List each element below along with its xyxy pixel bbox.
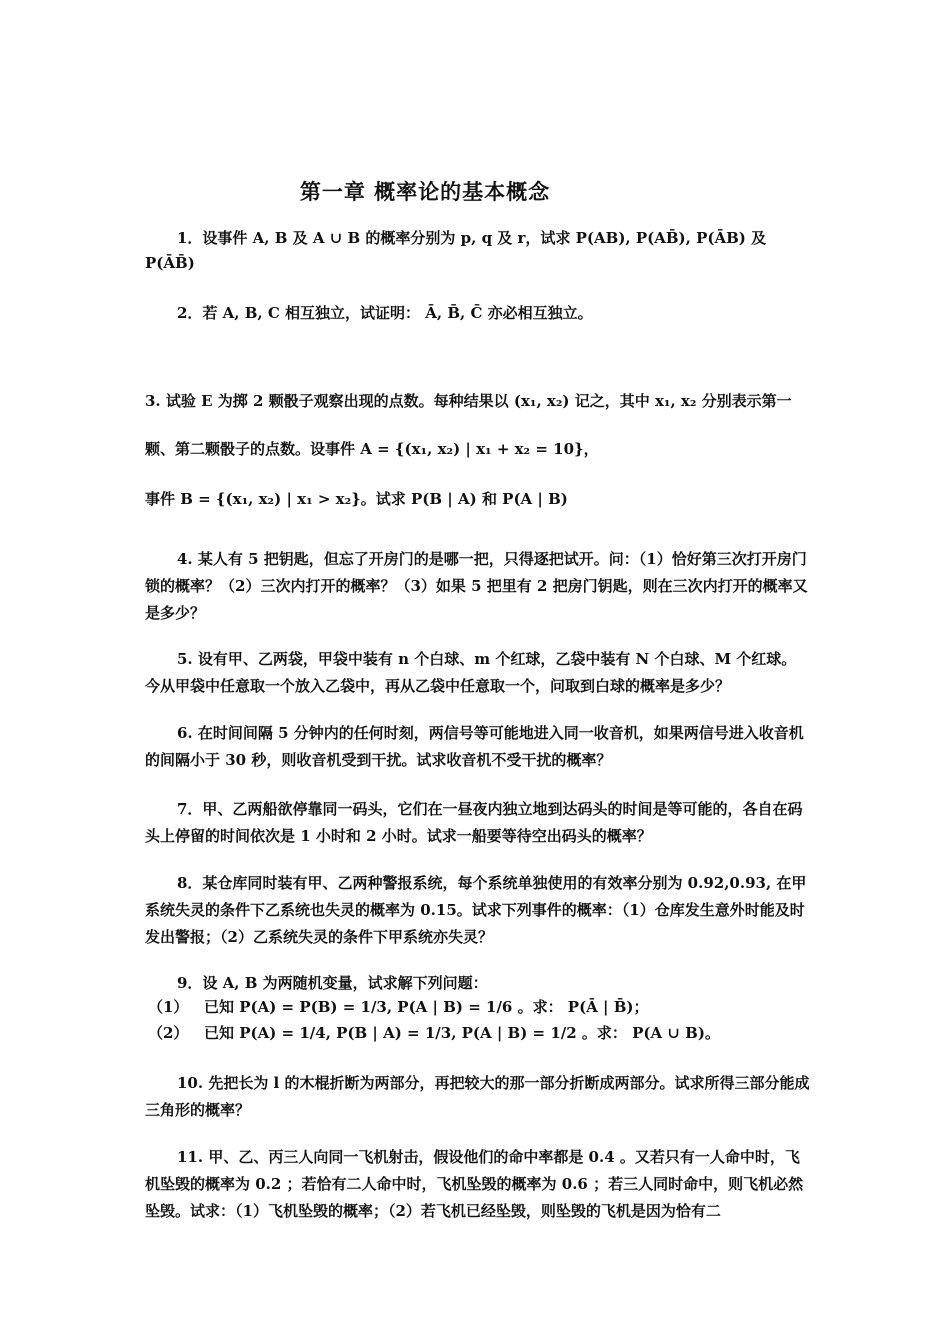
problem-11: 11. 甲、乙、丙三人向同一飞机射击，假设他们的命中率都是 0.4 。又若只有一人命中时，飞机坠毁的概率为 0.2 ；若恰有二人命中时，飞机坠毁的概率为 0.6 ；若三人同时命中，则飞机必然坠毁。试求：（1）飞机坠毁的概率；（2）若飞机已经坠毁，则坠毁的飞机是因为恰有二 [145, 1148, 804, 1220]
problem-3-line-3: 事件 B = {(x₁, x₂) | x₁ > x₂}。试求 P(B | A) 和 P(A | B) [145, 490, 568, 508]
problem-4: 4. 某人有 5 把钥匙，但忘了开房门的是哪一把，只得逐把试开。问：（1）恰好第三次打开房门锁的概率？（2）三次内打开的概率？（3）如果 5 把里有 2 把房门钥匙，则在三次内打开的概率又是多少？ [145, 550, 808, 622]
problem-9-part-1 [148, 996, 649, 1017]
problem-9-part-2 [148, 1022, 720, 1043]
part-1-label: （1） [148, 998, 189, 1016]
part-2-text: 已知 P(A) = 1/4, P(B | A) = 1/3, P(A | B) = 1/2 。求： P(A ∪ B)。 [204, 1024, 720, 1042]
problem-3-line-1: 3. 试验 E 为掷 2 颗骰子观察出现的点数。每种结果以 (x₁, x₂) 记之，其中 x₁, x₂ 分别表示第一 [145, 392, 792, 410]
chapter-title: 第一章 概率论的基本概念 [299, 179, 551, 204]
part-2-label: （2） [148, 1024, 189, 1042]
problem-10: 10. 先把长为 l 的木棍折断为两部分，再把较大的那一部分折断成两部分。试求所得三部分能成三角形的概率？ [145, 1074, 810, 1119]
problem-3-line-2: 颗、第二颗骰子的点数。设事件 A = {(x₁, x₂) | x₁ + x₂ = 10}， [145, 440, 599, 458]
problem-6: 6. 在时间间隔 5 分钟内的任何时刻，两信号等可能地进入同一收音机，如果两信号进入收音机的间隔小于 30 秒，则收音机受到干扰。试求收音机不受干扰的概率？ [145, 724, 804, 769]
part-1-text: 已知 P(A) = P(B) = 1/3, P(A | B) = 1/6 。求： P(Ā | B̄)； [204, 998, 649, 1016]
problem-1-line-1: 1．设事件 A, B 及 A ∪ B 的概率分别为 p, q 及 r，试求 P(AB), P(AB̄), P(ĀB) 及 [177, 229, 767, 247]
problem-7: 7．甲、乙两船欲停靠同一码头，它们在一昼夜内独立地到达码头的时间是等可能的，各自在码头上停留的时间依次是 1 小时和 2 小时。试求一船要等待空出码头的概率？ [145, 800, 803, 845]
problem-8: 8．某仓库同时装有甲、乙两种警报系统，每个系统单独使用的有效率分别为 0.92,0.93, 在甲系统失灵的条件下乙系统也失灵的概率为 0.15。试求下列事件的概率：（1）仓库发生意外时能及时发出警报；（2）乙系统失灵的条件下甲系统亦失灵？ [145, 874, 807, 946]
problem-9: 9．设 A, B 为两随机变量，试求解下列问题： [177, 974, 488, 992]
problem-5: 5. 设有甲、乙两袋，甲袋中装有 n 个白球、m 个红球，乙袋中装有 N 个白球、M 个红球。今从甲袋中任意取一个放入乙袋中，再从乙袋中任意取一个，问取到白球的概率是多少？ [145, 650, 797, 695]
problem-1-line-2: P(ĀB̄) [145, 254, 195, 272]
problem-2: 2．若 A, B, C 相互独立，试证明： Ā, B̄, C̄ 亦必相互独立。 [177, 304, 593, 322]
